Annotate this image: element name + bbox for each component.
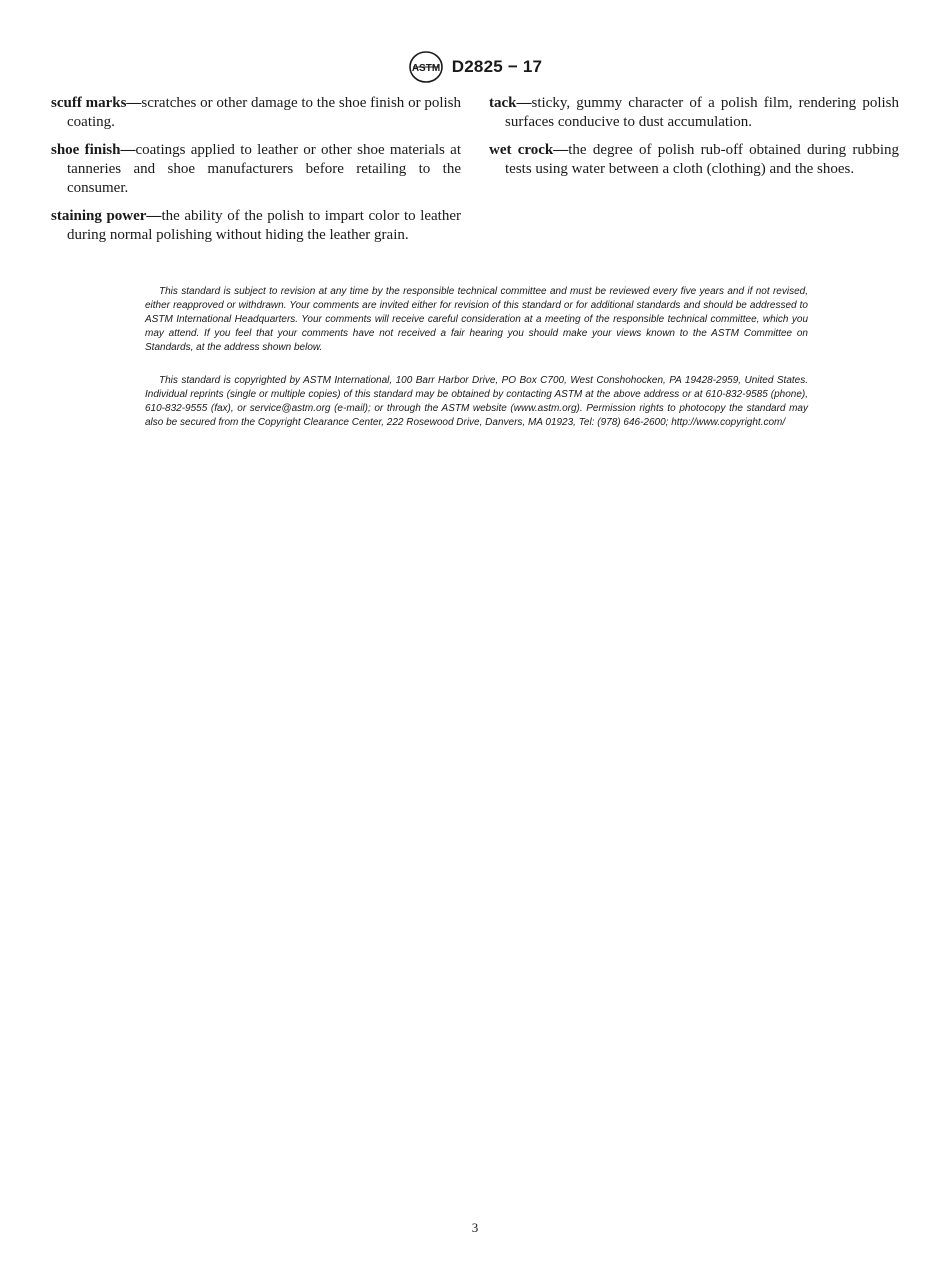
term-definition: the degree of polish rub-off obtained during rubbing tests using water between a cloth (clothing) and the shoes. bbox=[505, 142, 899, 177]
term-entry bbox=[489, 94, 899, 132]
astm-logo-icon bbox=[408, 50, 444, 84]
term-entry bbox=[51, 141, 461, 198]
copyright-notice: This standard is copyrighted by ASTM International, 100 Barr Harbor Drive, PO Box C700, West Conshohocken, PA 19428-2959, United States. Individual reprints (single or multiple copies) of this standard may be obtained by contacting ASTM at the above address or at 610-832-9585 (phone), 610-832-9555 (fax), or service@astm.org (e-mail); or through the ASTM website (www.astm.org). Permission rights to photocopy the standard may also be secured from the Copyright Clearance Center, 222 Rosewood Drive, Danvers, MA 01923, Tel: (978) 646-2600; http://www.copyright.com/ bbox=[145, 375, 808, 428]
page-header bbox=[0, 50, 950, 84]
term-definition: coatings applied to leather or other shoe materials at tanneries and shoe manufacturers before retailing to the consumer. bbox=[67, 142, 461, 196]
term-entry bbox=[51, 94, 461, 132]
term-definition: sticky, gummy character of a polish film, rendering polish surfaces conducive to dust accumulation. bbox=[505, 95, 899, 130]
term-name: scuff marks— bbox=[51, 95, 142, 111]
term-definition: the ability of the polish to impart color to leather during normal polishing without hiding the leather grain. bbox=[67, 208, 461, 243]
term-name: staining power— bbox=[51, 208, 162, 224]
term-name: shoe finish— bbox=[51, 142, 136, 158]
term-entry bbox=[489, 141, 899, 179]
right-column bbox=[489, 94, 899, 188]
term-definition: scratches or other damage to the shoe finish or polish coating. bbox=[67, 95, 461, 130]
svg-text:ASTM: ASTM bbox=[411, 63, 440, 74]
term-entry bbox=[51, 207, 461, 245]
term-name: tack— bbox=[489, 95, 532, 111]
page-number: 3 bbox=[471, 1220, 479, 1235]
left-column bbox=[51, 94, 461, 254]
standard-designation: D2825 − 17 bbox=[451, 57, 543, 76]
term-name: wet crock— bbox=[489, 142, 569, 158]
revision-notice: This standard is subject to revision at any time by the responsible technical committee and must be reviewed every five years and if not revised, either reapproved or withdrawn. Your comments are invited either for revision of this standard or for additional standards and should be addressed to ASTM International Headquarters. Your comments will receive careful consideration at a meeting of the responsible technical committee, which you may attend. If you feel that your comments have not received a fair hearing you should make your views known to the ASTM Committee on Standards, at the address shown below. bbox=[145, 286, 808, 353]
